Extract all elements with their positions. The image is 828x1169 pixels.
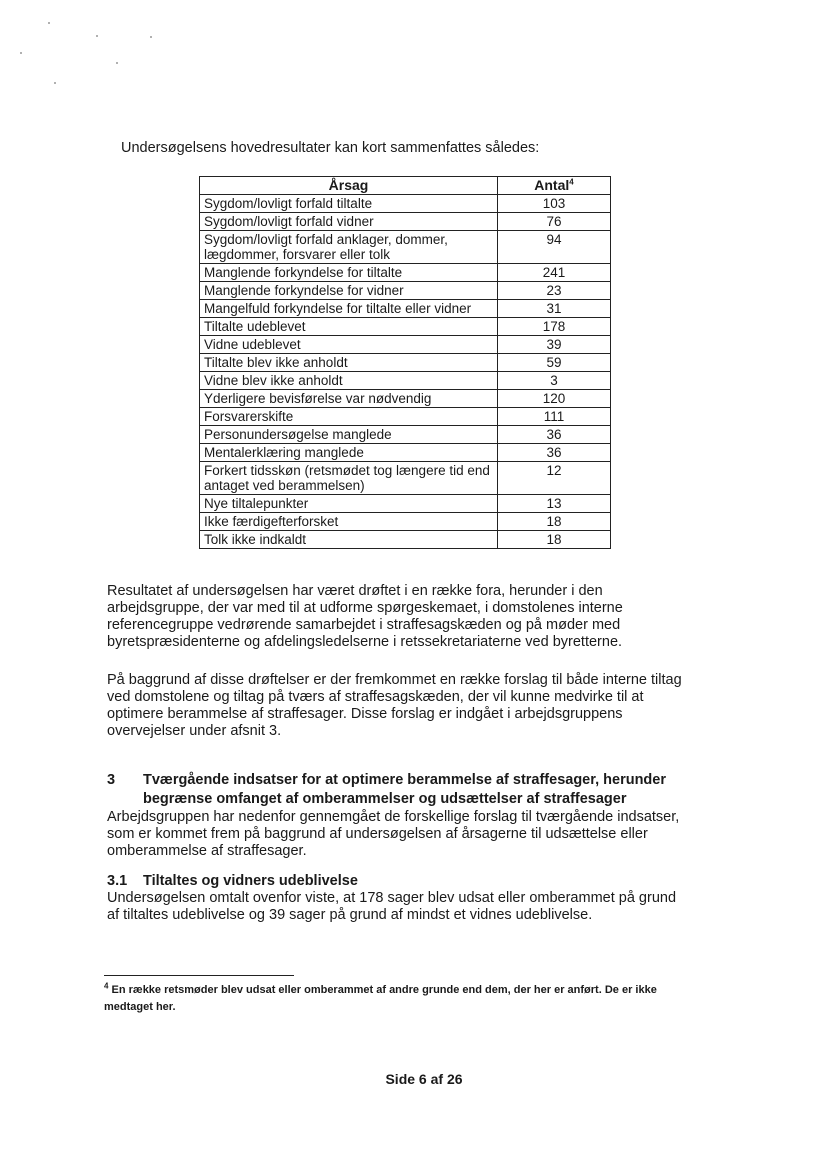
table-row: [200, 372, 611, 390]
header-cause: Årsag: [200, 177, 498, 195]
cause-cell: Yderligere bevisførelse var nødvendig: [200, 390, 498, 408]
table-row: [200, 336, 611, 354]
cause-cell: Forsvarerskifte: [200, 408, 498, 426]
cause-cell: Nye tiltalepunkter: [200, 495, 498, 513]
section-3-1-heading: [107, 872, 358, 891]
table-row: [200, 390, 611, 408]
table-row: [200, 531, 611, 549]
count-cell: 31: [498, 300, 611, 318]
header-count-label: Antal: [534, 177, 570, 193]
count-cell: 18: [498, 513, 611, 531]
paragraph-results: Resultatet af undersøgelsen har været drøftet i en række fora, herunder i den arbejdsgruppe, der var med til at udforme spørgeskemaet, i domstolenes interne referencegruppe vedrørende samarbejdet i straffesagskæden og på møder med byretspræsidenterne og afdelingsledelserne i retssekretariaterne ved byretterne.: [107, 583, 623, 650]
count-cell: 178: [498, 318, 611, 336]
count-cell: 13: [498, 495, 611, 513]
intro-text: Undersøgelsens hovedresultater kan kort sammenfattes således:: [121, 140, 540, 156]
count-cell: 103: [498, 195, 611, 213]
paragraph-proposals: På baggrund af disse drøftelser er der fremkommet en række forslag til både interne tiltag ved domstolene og tiltag på tværs af straffesagskæden, der vil kunne medvirke til at optimere berammelse af straffesager. Disse forslag er indgået i arbejdsgruppens overvejelser under afsnit 3.: [107, 672, 682, 739]
count-cell: 18: [498, 531, 611, 549]
cause-cell: Ikke færdigefterforsket: [200, 513, 498, 531]
causes-table: [199, 176, 611, 549]
count-cell: 59: [498, 354, 611, 372]
footnote-marker: 4: [104, 981, 109, 991]
cause-cell: Manglende forkyndelse for vidner: [200, 282, 498, 300]
count-cell: 241: [498, 264, 611, 282]
count-cell: 12: [498, 462, 611, 495]
cause-cell: Sygdom/lovligt forfald vidner: [200, 213, 498, 231]
table-row: [200, 195, 611, 213]
page-number: Side 6 af 26: [385, 1071, 463, 1087]
cause-cell: Tiltalte udeblevet: [200, 318, 498, 336]
table-row: [200, 444, 611, 462]
cause-cell: Vidne blev ikke anholdt: [200, 372, 498, 390]
section-3-title-line2: begrænse omfanget af omberammelser og udsættelser af straffesager: [143, 791, 627, 807]
footnote-separator: [104, 975, 294, 976]
count-cell: 94: [498, 231, 611, 264]
cause-cell: Tolk ikke indkaldt: [200, 531, 498, 549]
cause-cell: Manglende forkyndelse for tiltalte: [200, 264, 498, 282]
count-cell: 39: [498, 336, 611, 354]
section-3-title-line1: Tværgående indsatser for at optimere berammelse af straffesager, herunder: [143, 772, 666, 788]
table-body: [200, 195, 611, 549]
section-3-number: 3: [107, 772, 116, 788]
table-row: [200, 408, 611, 426]
cause-cell: Tiltalte blev ikke anholdt: [200, 354, 498, 372]
cause-cell: Mentalerklæring manglede: [200, 444, 498, 462]
section-3-heading-line1: [107, 771, 666, 790]
footnote-text: En række retsmøder blev udsat eller omberammet af andre grunde end dem, der her er anført. De er ikke medtaget her.: [104, 984, 657, 1013]
section-3-1-title: Tiltaltes og vidners udeblivelse: [143, 873, 358, 889]
table-row: [200, 318, 611, 336]
table-row: [200, 513, 611, 531]
cause-cell: Mangelfuld forkyndelse for tiltalte eller vidner: [200, 300, 498, 318]
cause-cell: Vidne udeblevet: [200, 336, 498, 354]
table-row: [200, 495, 611, 513]
table-row: [200, 354, 611, 372]
table-row: [200, 231, 611, 264]
paragraph-section-3: Arbejdsgruppen har nedenfor gennemgået de forskellige forslag til tværgående indsatser, som er kommet frem på baggrund af undersøgelsen af årsagerne til udsættelse eller omberammelse af straffesager.: [107, 809, 680, 859]
cause-cell: Sygdom/lovligt forfald anklager, dommer, lægdommer, forsvarer eller tolk: [200, 231, 498, 264]
cause-cell: Sygdom/lovligt forfald tiltalte: [200, 195, 498, 213]
table-row: [200, 264, 611, 282]
footnote-ref: 4: [569, 177, 574, 187]
count-cell: 23: [498, 282, 611, 300]
section-3-1-number: 3.1: [107, 873, 128, 889]
count-cell: 3: [498, 372, 611, 390]
paragraph-section-3-1: Undersøgelsen omtalt ovenfor viste, at 178 sager blev udsat eller omberammet på grund af tiltaltes udeblivelse og 39 sager på grund af mindst et vidnes udeblivelse.: [107, 890, 677, 923]
table-row: [200, 426, 611, 444]
cause-cell: Personundersøgelse manglede: [200, 426, 498, 444]
count-cell: 36: [498, 426, 611, 444]
table-row: [200, 462, 611, 495]
header-count: [498, 177, 611, 195]
count-cell: 76: [498, 213, 611, 231]
cause-cell: Forkert tidsskøn (retsmødet tog længere tid end antaget ved berammelsen): [200, 462, 498, 495]
table-header-row: [200, 177, 611, 195]
table-row: [200, 300, 611, 318]
count-cell: 111: [498, 408, 611, 426]
count-cell: 36: [498, 444, 611, 462]
footnote: [104, 982, 694, 1016]
table-row: [200, 213, 611, 231]
table-row: [200, 282, 611, 300]
count-cell: 120: [498, 390, 611, 408]
